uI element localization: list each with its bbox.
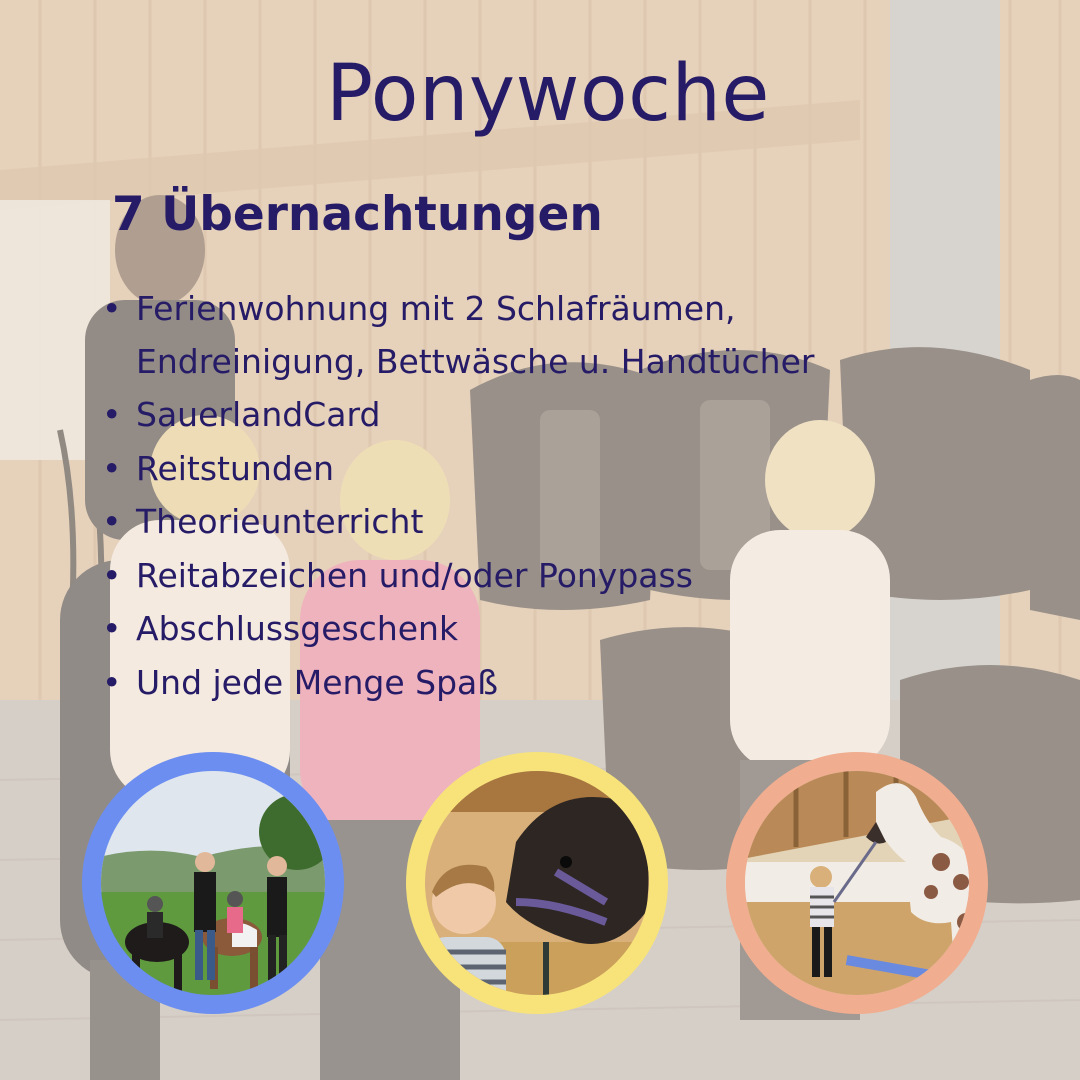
list-item-text: Ferienwohnung mit 2 Schlafräumen, Endreinigung, Bettwäsche u. Handtücher — [136, 289, 815, 381]
feature-list — [102, 282, 814, 709]
list-item-text: Reitstunden — [136, 448, 334, 488]
list-item-text: Und jede Menge Spaß — [136, 662, 499, 702]
list-item — [102, 656, 814, 710]
list-item — [102, 282, 814, 388]
photo-outdoor-pony-ride — [82, 752, 344, 1014]
list-item — [102, 388, 814, 442]
list-item — [102, 602, 814, 656]
list-item-text: SauerlandCard — [136, 395, 381, 434]
page-subtitle: 7 Übernachtungen — [112, 187, 603, 242]
photo-child-with-pony — [406, 752, 668, 1014]
list-item-text: Abschlussgeschenk — [136, 609, 459, 648]
list-item — [102, 549, 814, 603]
photo-indoor-arena-horse — [726, 752, 988, 1014]
page-title: Ponywoche — [326, 49, 770, 139]
list-item-text: Reitabzeichen und/oder Ponypass — [136, 555, 693, 595]
list-item-text: Theorieunterricht — [136, 502, 424, 541]
list-item — [102, 495, 814, 549]
list-item — [102, 442, 814, 496]
